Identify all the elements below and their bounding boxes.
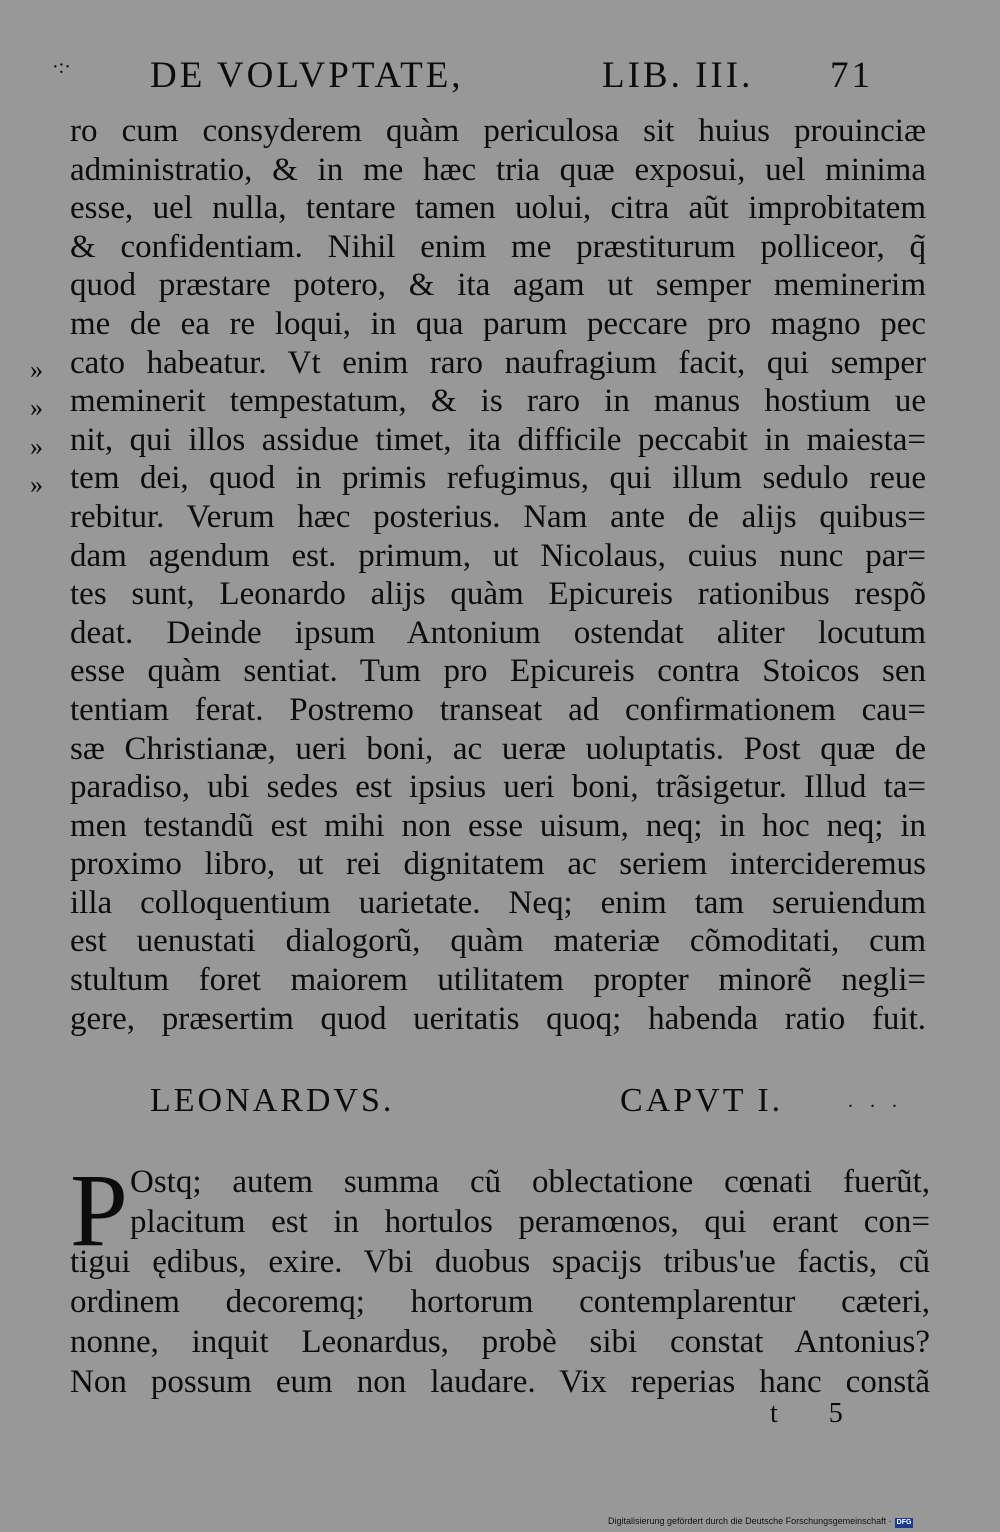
text-line: men testandũ est mihi non esse uisum, neq; in hoc neq; in [70, 807, 926, 844]
text-line: gere, præsertim quod ueritatis quoq; habenda ratio fuit. [70, 1000, 926, 1037]
chapter-ornament: . . . [848, 1090, 903, 1112]
margin-quote-mark: » [30, 393, 43, 422]
text-line: administratio, & in me hæc tria quæ exposui, uel minima [70, 151, 926, 188]
running-head-ornament: ·:· [52, 56, 71, 78]
text-line: Non possum eum non laudare. Vix reperias hanc constã [70, 1364, 930, 1400]
chapter-text [70, 1153, 930, 1402]
text-line: illa colloquentium uarietate. Neq; enim tam seruiendum [70, 884, 926, 921]
dfg-logo: DFG [896, 1519, 912, 1526]
chapter-heading [0, 1082, 1000, 1128]
speaker-name: LEONARDVS. [150, 1082, 395, 1119]
digitization-credit [608, 1515, 913, 1528]
signature-mark: t 5 [770, 1398, 865, 1429]
text-line: proximo libro, ut rei dignitatem ac seriem intercideremus [70, 846, 926, 883]
text-line: tigui ędibus, exire. Vbi duobus spacijs tribus'ue factis, cũ [70, 1244, 930, 1280]
body-text [70, 112, 926, 1038]
text-line: tem dei, quod in primis refugimus, qui illum sedulo reue [70, 460, 926, 497]
text-line: me de ea re loqui, in qua parum peccare pro magno pec [70, 305, 926, 342]
text-line: ordinem decoremq; hortorum contemplarentur cæteri, [70, 1284, 930, 1320]
text-line: tes sunt, Leonardo alijs quàm Epicureis rationibus respõ [70, 576, 926, 613]
text-line: Ostq; autem summa cũ oblectatione cœnati fuerũt, [130, 1164, 930, 1200]
running-head-book: LIB. III. [602, 55, 754, 96]
drop-cap: P [70, 1153, 128, 1268]
text-line: meminerit tempestatum, & is raro in manus hostium ue [70, 383, 926, 420]
text-line: dam agendum est. primum, ut Nicolaus, cuius nunc par= [70, 537, 926, 574]
text-line: ro cum consyderem quàm periculosa sit huius prouinciæ [70, 113, 926, 149]
margin-quote-mark: » [30, 432, 43, 461]
text-line: cato habeatur. Vt enim raro naufragium facit, qui semper [70, 344, 926, 381]
text-line: nonne, inquit Leonardus, probè sibi constat Antonius? [70, 1324, 930, 1360]
page-number: 71 [830, 55, 873, 96]
text-line: stultum foret maiorem utilitatem propter minorẽ negli= [70, 962, 926, 999]
running-head-title: DE VOLVPTATE, [150, 55, 464, 96]
text-line: paradiso, ubi sedes est ipsius ueri boni, trãsigetur. Illud ta= [70, 769, 926, 806]
margin-quote-mark: » [30, 470, 43, 499]
text-line: & confidentiam. Nihil enim me præstiturum polliceor, q̃ [70, 228, 926, 265]
text-line: tentiam ferat. Postremo transeat ad confirmationem cau= [70, 691, 926, 728]
text-line: esse quàm sentiat. Tum pro Epicureis contra Stoicos sen [70, 653, 926, 690]
margin-quote-mark: » [30, 355, 43, 384]
credit-text: Digitalisierung gefördert durch die Deutsche Forschungsgemeinschaft · [608, 1516, 892, 1526]
running-head [0, 54, 1000, 100]
text-line: placitum est in hortulos peramœnos, qui erant con= [130, 1204, 930, 1240]
text-line: est uenustati dialogorũ, quàm materiæ cõmoditati, cum [70, 923, 926, 960]
text-line: deat. Deinde ipsum Antonium ostendat aliter locutum [70, 614, 926, 651]
text-line: sæ Christianæ, ueri boni, ac ueræ uoluptatis. Post quæ de [70, 730, 926, 767]
text-line: nit, qui illos assidue timet, ita difficile peccabit in maiesta= [70, 421, 926, 458]
text-line: esse, uel nulla, tentare tamen uolui, citra aũt improbitatem [70, 190, 926, 227]
text-line: quod præstare potero, & ita agam ut semper meminerim [70, 267, 926, 304]
text-line: rebitur. Verum hæc posterius. Nam ante de alijs quibus= [70, 498, 926, 535]
chapter-title: CAPVT I. [620, 1082, 784, 1119]
